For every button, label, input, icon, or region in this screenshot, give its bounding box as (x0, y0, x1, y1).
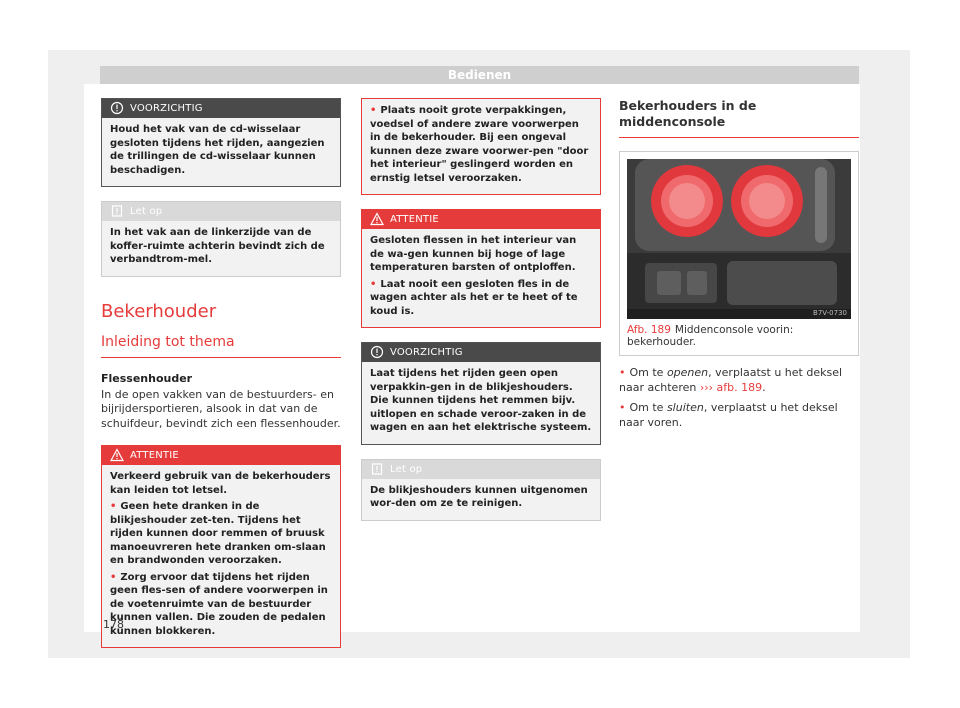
warning-triangle-icon (110, 448, 124, 462)
note-text: In het vak aan de linkerzijde van de koffer-ruimte achterin bevindt zich de verbandtrom-mel. (102, 221, 340, 276)
warning-box-2 (361, 209, 601, 328)
warning-box (101, 445, 341, 648)
figure-caption (627, 324, 851, 348)
column-2 (361, 98, 601, 535)
warning-bullet: • Geen hete dranken in de blikjeshouder zet-ten. Tijdens het rijden kunnen door remmen of bruusk manoeuvreren hete dranken om-slaan en brandwonden veroorzaken. (110, 501, 326, 566)
caution-box-2 (361, 342, 601, 445)
note-header (102, 202, 340, 221)
warning-text-2: Gesloten flessen in het interieur van de wa-gen kunnen bij hoge of lage temperaturen barsten of ontploffen. • Laat nooit een gesloten fles in de wagen achter als het er te heet of te koud is. (362, 229, 600, 327)
cupholder-photo (627, 159, 851, 319)
note-icon (370, 462, 384, 476)
caution-header (102, 99, 340, 118)
instruction-item: • Om te sluiten, verplaatst u het deksel naar voren. (619, 401, 838, 429)
note-label: Let op (130, 206, 163, 217)
section-subtitle: Inleiding tot thema (101, 333, 341, 358)
note-box (101, 201, 341, 277)
figure-reference-link[interactable]: ››› afb. 189 (699, 380, 763, 394)
warning-continued-box (361, 98, 601, 195)
warning-header-2 (362, 210, 600, 229)
caution-label-2: VOORZICHTIG (390, 347, 463, 358)
caution-label: VOORZICHTIG (130, 103, 203, 114)
warning-bullet: • Zorg ervoor dat tijdens het rijden geen fles-sen of andere voorwerpen in de voetenruimte van de bestuurder kunnen vallen. Die zouden de pedalen kunnen blokkeren. (110, 571, 328, 637)
note-icon (110, 204, 124, 218)
column-1 (101, 98, 341, 662)
cupholder-illustration (627, 159, 851, 319)
body-paragraph: In de open vakken van de bestuurders- en bijrijdersportieren, alsook in dat van de schuifdeur, bevindt zich een flessenhouder. (101, 387, 341, 430)
page-number: 178 (103, 618, 124, 631)
caution-text-2: Laat tijdens het rijden geen open verpakkin-gen in de blikjeshouders. Die kunnen tijdens het remmen bijv. uitlopen en schade veroor-zaken in de wagen en aan het elektrische systeem. (362, 362, 600, 444)
note-label-2: Let op (390, 463, 423, 475)
figure (619, 151, 859, 356)
note-header-2 (362, 460, 600, 479)
info-circle-icon (110, 101, 124, 115)
running-header-title: Bedienen (447, 68, 512, 82)
figure-caption-text: Middenconsole voorin: bekerhouder. (627, 324, 794, 348)
warning-text: Verkeerd gebruik van de bekerhouders kan leiden tot letsel. • Geen hete dranken in de blikjeshouder zet-ten. Tijdens het rijden kunnen door remmen of bruusk manoeuvreren hete dranken om-slaan en brandwonden veroorzaken. • Zorg ervoor dat tijdens het rijden geen fles-sen of andere voorwerpen in de voetenruimte van de bestuurder kunnen vallen. Die zouden de pedalen kunnen blokkeren. (102, 465, 340, 647)
section-heading: Bekerhouders in de middenconsole (619, 98, 859, 138)
warning-header (102, 446, 340, 465)
figure-label: Afb. 189 (627, 324, 671, 336)
note-box-2 (361, 459, 601, 521)
warning-label: ATTENTIE (130, 450, 179, 461)
warning-triangle-icon (370, 212, 384, 226)
instruction-item: • Om te openen, verplaatst u het deksel naar achteren ››› afb. 189. (619, 366, 843, 394)
caution-box (101, 98, 341, 187)
subheading: Flessenhouder (101, 371, 193, 385)
section-title: Bekerhouder (101, 300, 217, 322)
warning-continued-text: • Plaats nooit grote verpakkingen, voedsel of andere zware voorwerpen in de bekerhouder. Bij een ongeval kunnen deze zware voorwer-pen "door het interieur" geslingerd worden en ernstig letsel veroorzaken. (362, 99, 600, 194)
running-header (100, 66, 859, 84)
info-circle-icon (370, 345, 384, 359)
note-text-2: De blikjeshouders kunnen uitgenomen wor-den om ze te reinigen. (362, 479, 600, 520)
caution-header-2 (362, 343, 600, 362)
warning-label-2: ATTENTIE (390, 214, 439, 225)
caution-text: Houd het vak van de cd-wisselaar gesloten tijdens het rijden, aangezien de trillingen de cd-wisselaar kunnen beschadigen. (102, 118, 340, 186)
column-3 (619, 98, 859, 430)
photo-code: B7V-0730 (813, 309, 847, 317)
